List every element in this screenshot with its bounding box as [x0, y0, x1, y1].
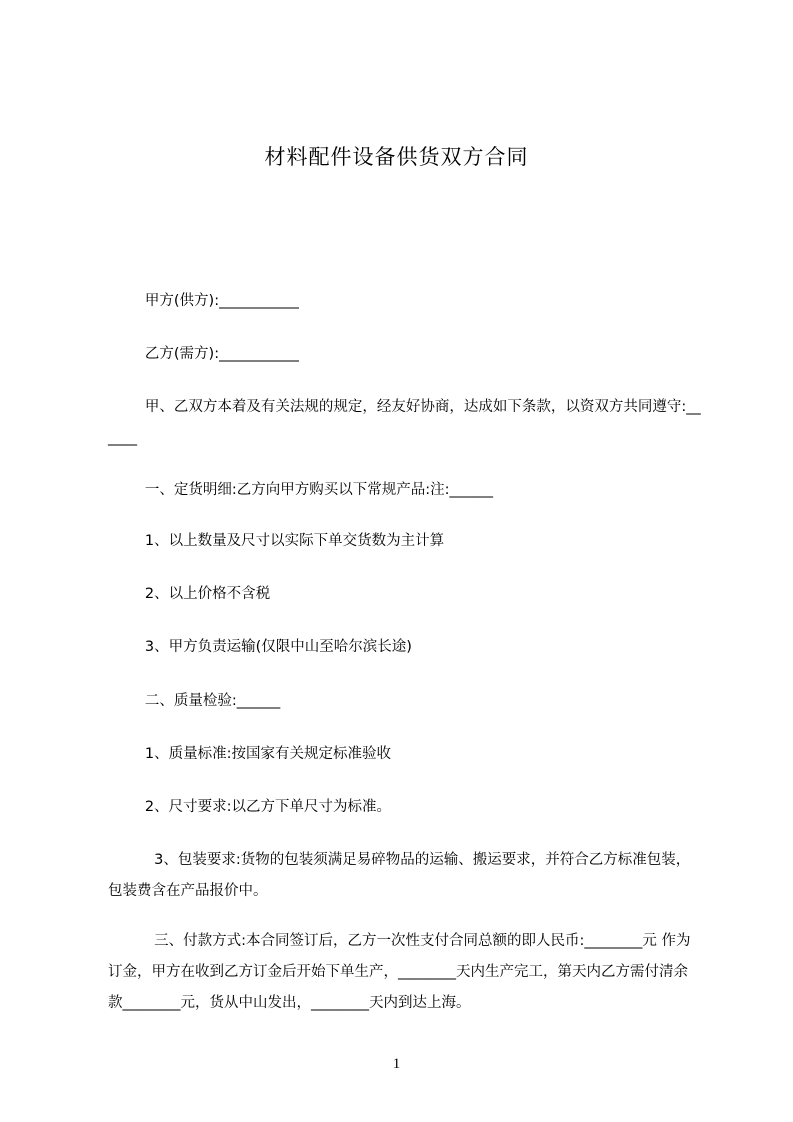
section-2-item-2: 2、尺寸要求:以乙方下单尺寸为标准。 [108, 799, 391, 815]
section-3-paragraph: 三、付款方式:本合同签订后，乙方一次性支付合同总额的即人民币:________元 作为订金，甲方在收到乙方订金后开始下单生产，________天内生产完工，第天内乙方需付清余款________元，货从中山发出，________天内到达上海。 [108, 933, 691, 1011]
party-b-line: 乙方(需方):___________ [108, 346, 299, 362]
party-a-line: 甲方(供方):___________ [108, 293, 299, 309]
section-2-item-1: 1、质量标准:按国家有关规定标准验收 [108, 746, 391, 762]
section-1-item-2: 2、以上价格不含税 [108, 586, 271, 602]
preamble-paragraph: 甲、乙双方本着及有关法规的规定，经友好协商，达成如下条款，以资双方共同遵守:______ [108, 399, 701, 446]
document-title: 材料配件设备供货双方合同 [264, 145, 529, 169]
section-1-item-1: 1、以上数量及尺寸以实际下单交货数为主计算 [108, 533, 445, 549]
section-2-heading: 二、质量检验:______ [108, 693, 281, 709]
section-1-heading: 一、定货明细:乙方向甲方购买以下常规产品:注:______ [108, 482, 494, 498]
page-number: 1 [392, 1056, 401, 1072]
section-1-item-3: 3、甲方负责运输(仅限中山至哈尔滨长途) [108, 639, 412, 655]
section-2-item-3: 3、包装要求:货物的包装须满足易碎物品的运输、搬运要求，并符合乙方标准包装，包装费含在产品报价中。 [108, 852, 691, 899]
